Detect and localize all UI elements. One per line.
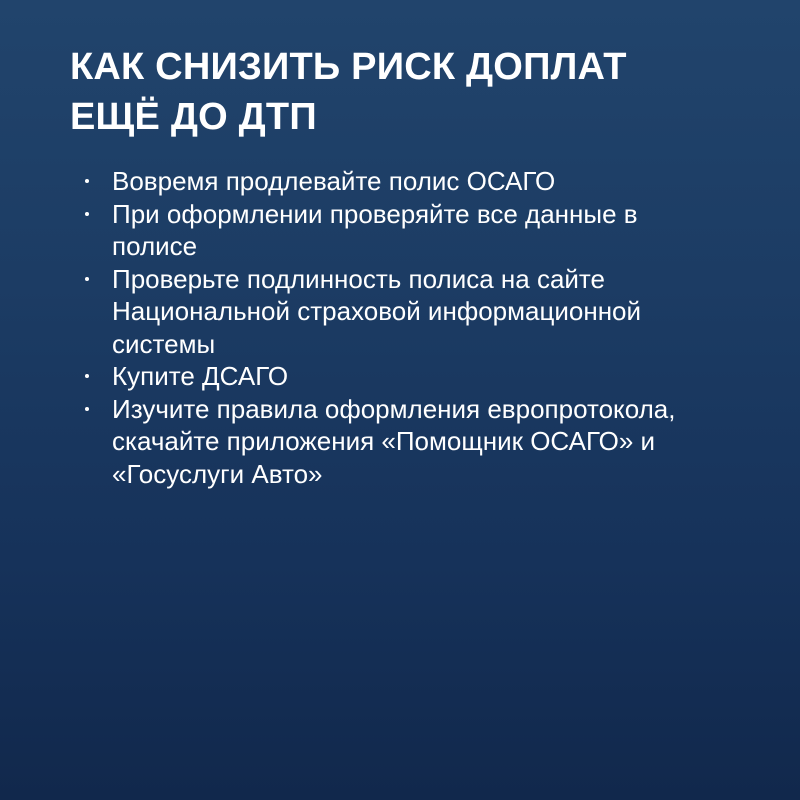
tip-verify-policy <box>85 263 725 361</box>
tips-list <box>85 165 725 490</box>
title-line-1: КАК СНИЗИТЬ РИСК ДОПЛАТ <box>70 46 627 88</box>
tip-text: Вовремя продлевайте полис ОСАГО <box>112 166 556 196</box>
tip-europrotocol <box>85 393 725 491</box>
title-line-2: ЕЩЁ ДО ДТП <box>70 96 317 138</box>
bullet-icon <box>85 277 89 281</box>
bullet-icon <box>85 212 89 216</box>
tip-text: Изучите правила оформления европротокола, скачайте приложения «Помощник ОСАГО» и «Госуслуги Авто» <box>112 393 676 489</box>
bullet-icon <box>85 407 89 411</box>
tip-text: Купите ДСАГО <box>112 361 289 391</box>
tip-buy-dsago <box>85 360 725 393</box>
tip-text: Проверьте подлинность полиса на сайте Национальной страховой информационной системы <box>112 263 642 359</box>
tip-text: При оформлении проверяйте все данные в полисе <box>112 198 638 261</box>
bullet-icon <box>85 179 89 183</box>
tip-renew-policy <box>85 165 725 198</box>
page-title <box>70 42 750 142</box>
tip-check-data <box>85 198 725 263</box>
bullet-icon <box>85 374 89 378</box>
